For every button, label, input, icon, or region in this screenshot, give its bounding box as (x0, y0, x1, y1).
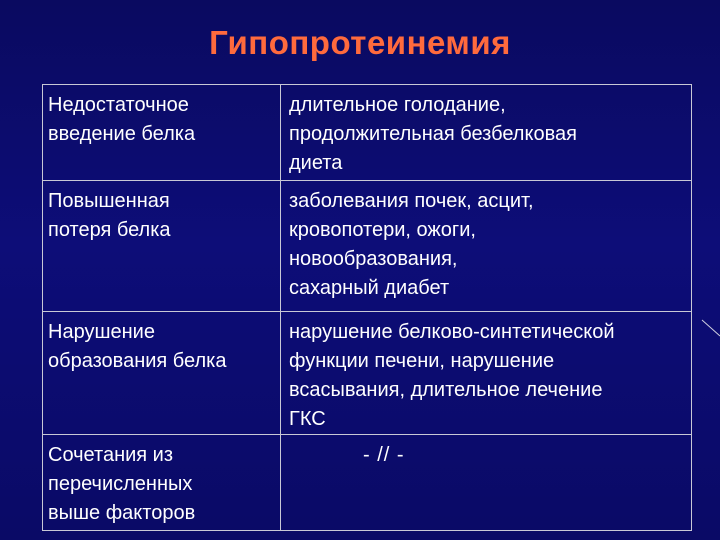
causes-table (42, 84, 692, 531)
detail-cell: длительное голодание, продолжительная безбелковая диета (281, 85, 692, 181)
detail-cell (281, 435, 692, 531)
detail-cell: нарушение белково-синтетической функции печени, нарушение всасывания, длительное лечение ГКС (281, 312, 692, 435)
table-row (43, 181, 692, 312)
cause-cell: Недостаточное введение белка (43, 85, 281, 181)
detail-cell: заболевания почек, асцит, кровопотери, ожоги, новообразования, сахарный диабет (281, 181, 692, 312)
decorative-line (700, 318, 720, 338)
table-row (43, 85, 692, 181)
cause-cell: Повышенная потеря белка (43, 181, 281, 312)
ditto-mark: - // - (363, 444, 405, 466)
cause-cell: Сочетания из перечисленных выше факторов (43, 435, 281, 531)
table-row (43, 312, 692, 435)
cause-cell: Нарушение образования белка (43, 312, 281, 435)
slide-title: Гипопротеинемия (209, 24, 511, 61)
table-row (43, 435, 692, 531)
